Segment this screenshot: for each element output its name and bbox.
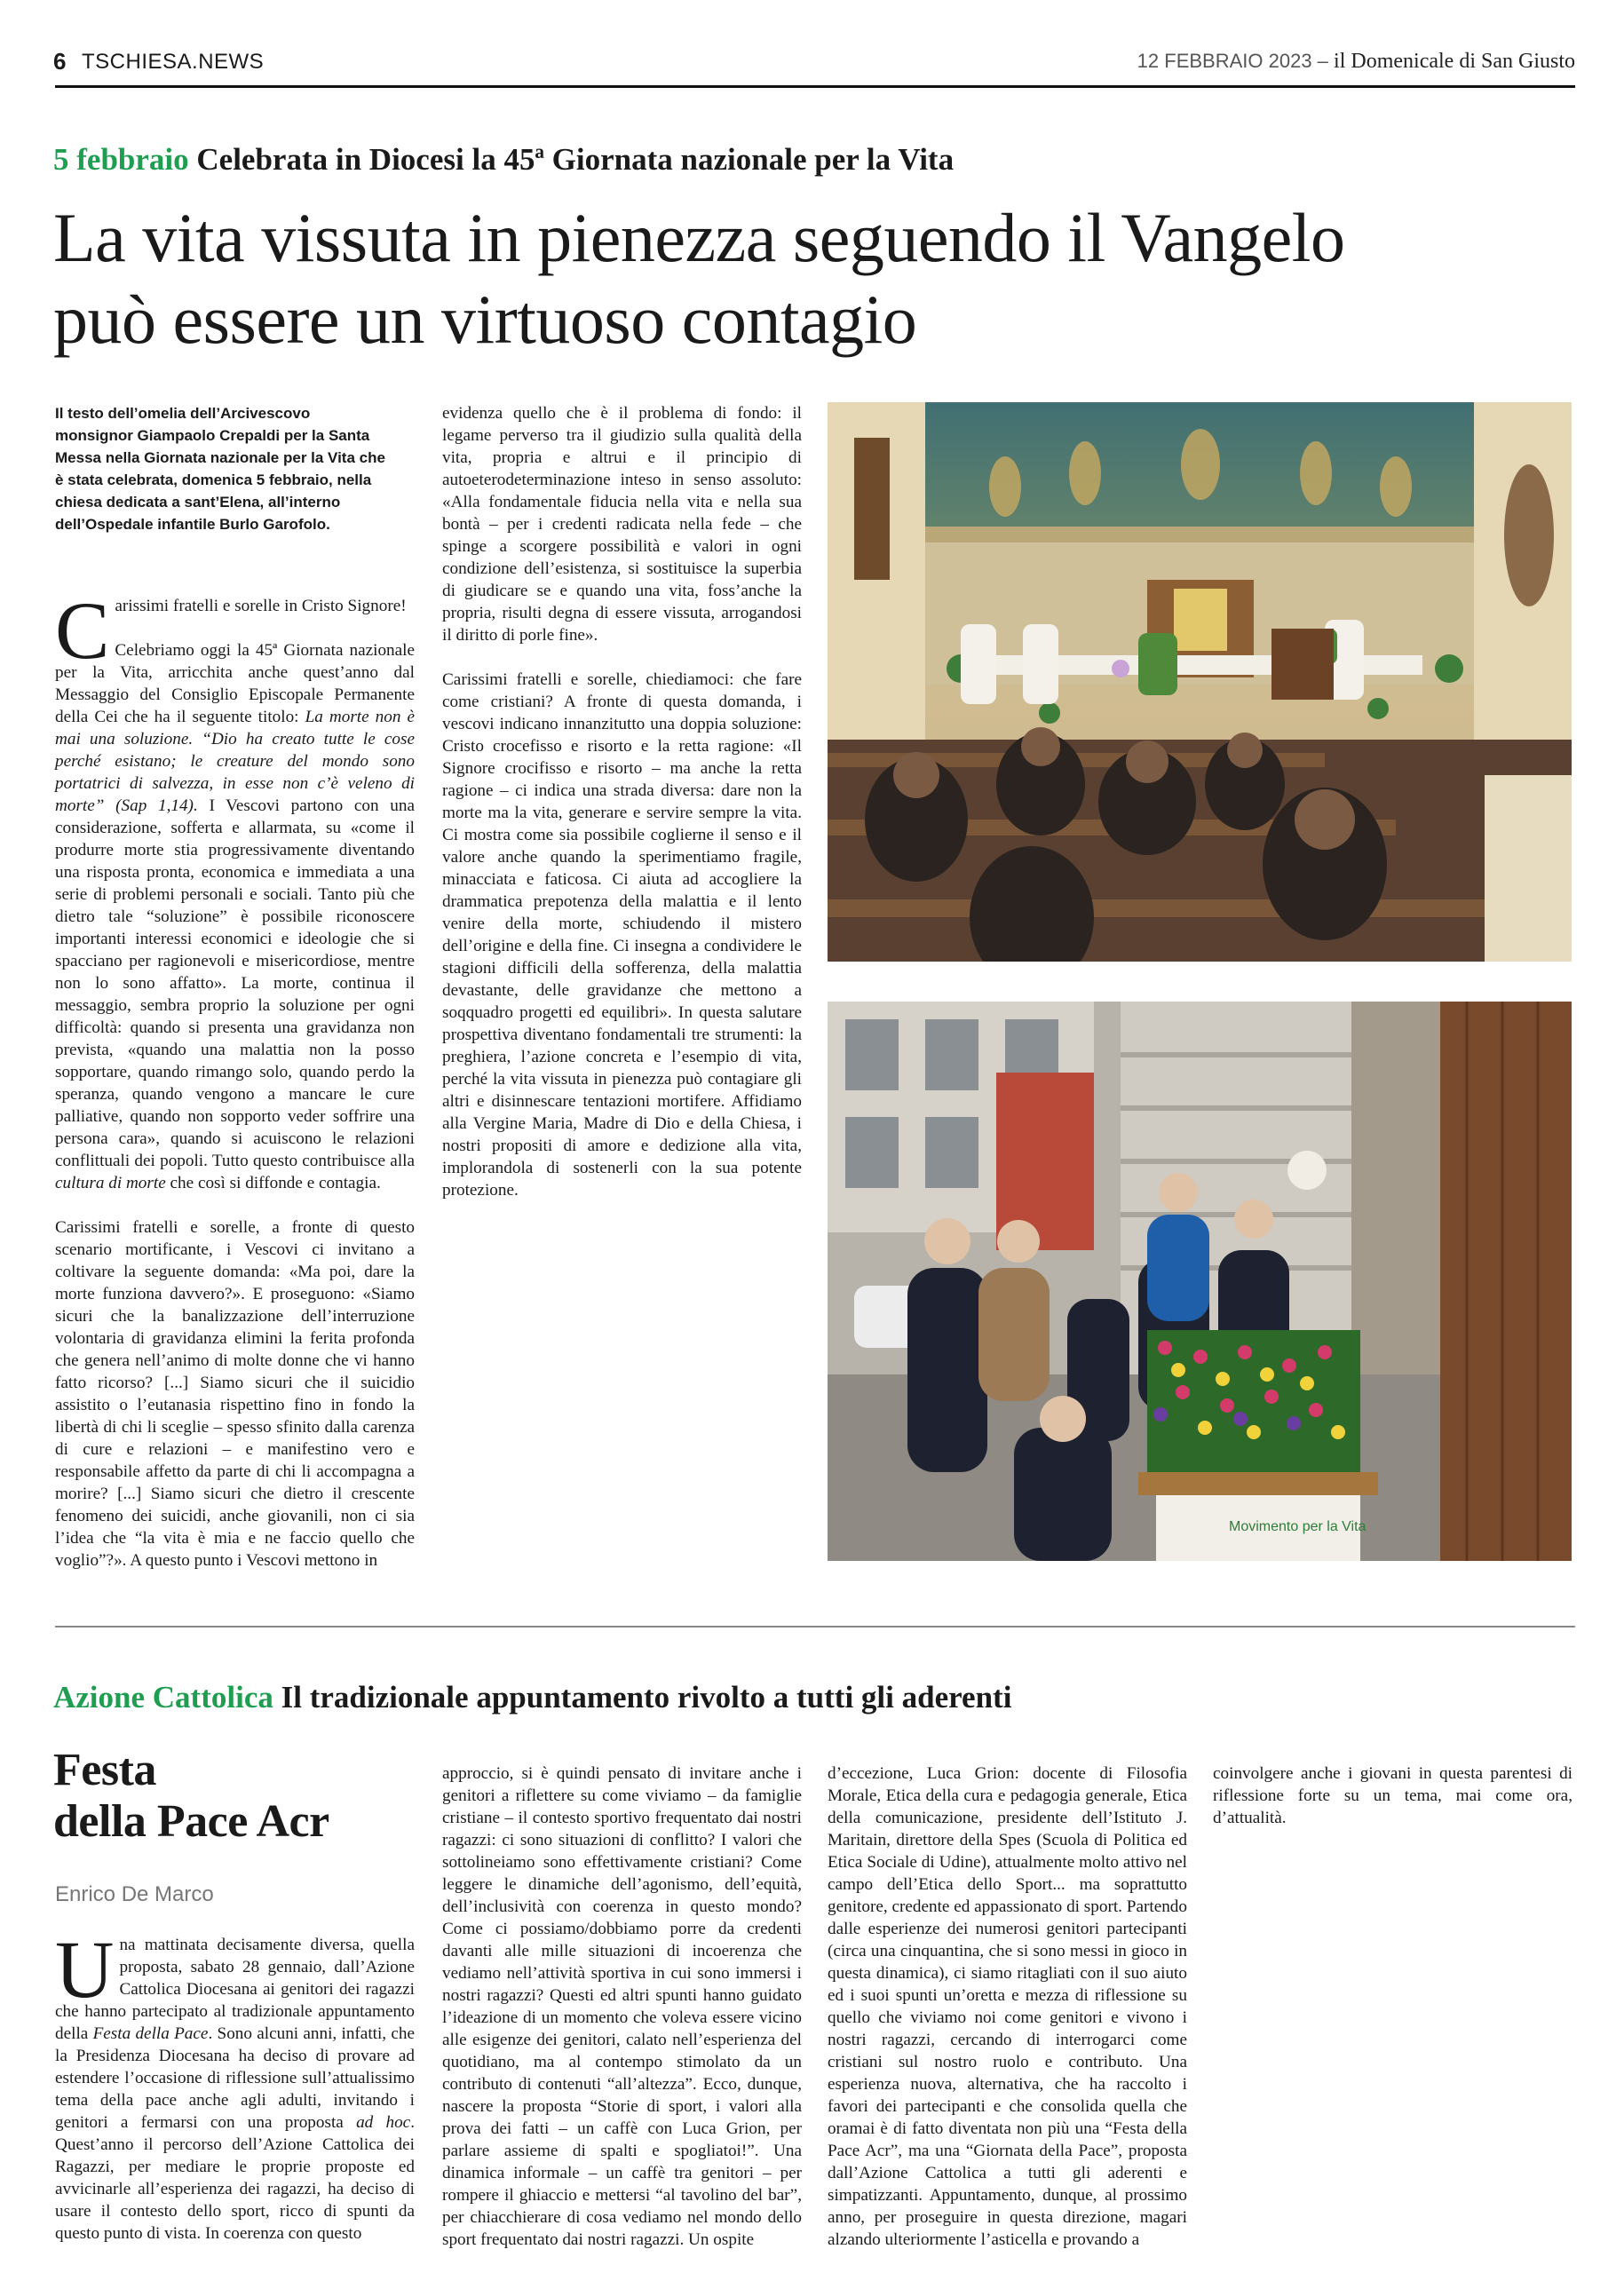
dropcap: U xyxy=(55,1924,115,2015)
article2-column-1 xyxy=(55,1924,416,2245)
paragraph-text: arissimi fratelli e sorelle in Cristo Signore! xyxy=(115,597,407,615)
article1-column-1 xyxy=(55,585,415,1572)
site-name[interactable]: TSCHIESA.NEWS xyxy=(82,50,265,74)
edition-line xyxy=(1137,50,1575,74)
paragraph-italic: ad hoc xyxy=(356,2113,411,2132)
kicker-section: Azione Cattolica xyxy=(53,1680,273,1715)
paragraph-text: I Vescovi partono con una considerazione, sofferta e allarmata, su «come il produrre morte stia progressivamente diventando una risposta pronta, economica e immediata a una serie di problemi personali e sociali. Tanto più che dietro tale “soluzione” è possibile riconoscere importanti interessi economici e ideologie che si spacciano per ragionevoli e misericordiose, mentre non lo sono affatto». La morte, continua il messaggio, sembra proprio la soluzione per ogni difficoltà: quando si presenta una gravidanza non prevista, «quando una malattia non la posso sopportare, quando rimango solo, quando perdo la speranza, quando vengono a mancare le cure palliative, quando non sopporto veder soffrire una persona cara», quando si acuiscono le relazioni conflittuali dei popoli. Tutto questo contribuisce alla xyxy=(55,796,415,1170)
article2-column-2 xyxy=(442,1762,802,2251)
headline-line-2: può essere un virtuoso contagio xyxy=(53,281,917,358)
photo-church-mass xyxy=(828,402,1572,962)
article1-column-2 xyxy=(442,402,802,1201)
edition-separator: – xyxy=(1311,50,1335,72)
paragraph-text: Celebriamo oggi la 45ª Giornata nazionale per la Vita, arricchita anche quest’anno dal Messaggio del Consiglio Episcopale Permanente della Cei che ha il seguente titolo: xyxy=(55,641,415,726)
paragraph-italic: Festa della Pace xyxy=(92,2024,209,2043)
article2-title xyxy=(53,1745,329,1848)
photo-primula-stand xyxy=(828,1002,1572,1561)
paragraph-text: . Quest’anno il percorso dell’Azione Cattolica dei Ragazzi, per mediare le proprie proposte ed avvicinarle all’esperienza dei ragazzi, ha deciso di usare il contesto dello sport, ricco di spunti da questo punto di vista. In coerenza con questo xyxy=(55,2113,415,2243)
paragraph xyxy=(55,585,415,676)
title-line-2: della Pace Acr xyxy=(53,1796,329,1847)
paragraph xyxy=(55,639,415,1194)
article2-author: Enrico De Marco xyxy=(55,1882,214,1906)
paragraph-italic: cultura di morte xyxy=(55,1174,166,1192)
kicker-text: Celebrata in Diocesi la 45ª Giornata nazionale per la Vita xyxy=(188,142,955,177)
paragraph-italic: La morte non è mai una soluzione. “Dio ha creato tutte le cose perché esistano; le creature del mondo sono portatrici di salvezza, in esse non c’è veleno di morte” (Sap 1,14). xyxy=(55,708,415,815)
kicker-date: 5 febbraio xyxy=(53,142,189,177)
banner-text: Movimento per la Vita xyxy=(1229,1519,1367,1534)
article2-column-3 xyxy=(828,1762,1187,2251)
dropcap: C xyxy=(55,585,110,676)
headline-line-1: La vita vissuta in pienezza seguendo il Vangelo xyxy=(53,199,1345,276)
kicker-text: Il tradizionale appuntamento rivolto a tutti gli aderenti xyxy=(273,1680,1012,1715)
church-illustration xyxy=(828,402,1572,962)
paragraph: approccio, si è quindi pensato di invitare anche i genitori a riflettere su come viviamo – da famiglie cristiane – il contesto sportivo frequentato dai nostri ragazzi: ci sono situazioni di conflitto? I valori che sottolineiamo sono effettivamente cristiani? Come leggere le dinamiche dell’agonismo, dell’equità, dell’inclusività con coerenza in questo mondo? Come ci possiamo/dobbiamo porre da credenti davanti alle mille situazioni di incoerenza che vediamo nell’attività sportiva in cui sono immersi i nostri ragazzi? Questi ed altri spunti hanno guidato l’ideazione di un momento che voleva essere vicino alle esigenze dei genitori, calato nell’esperienza del quotidiano, ma al contempo stimolato da un contributo di contenuti “all’altezza”. Ecco, dunque, nascere la proposta “Storie di sport, i valori alla prova dei fatti – un caffè con Luca Grion, per parlare assieme di spalti e spogliatoi!”. Una dinamica informale – un caffè tra genitori – per rompere il ghiaccio e mettersi “al tavolino del bar”, per chiacchierare di cosa vediamo nel mondo dello sport frequentato dai nostri ragazzi. Un ospite xyxy=(442,1764,802,2249)
paragraph: coinvolgere anche i giovani in questa parentesi di riflessione forte su un tema, mai come ora, d’attualità. xyxy=(1213,1764,1573,1827)
paragraph: Carissimi fratelli e sorelle, a fronte di questo scenario mortificante, i Vescovi ci invitano a coltivare la seguente domanda: «Ma poi, dare la morte funziona davvero?». E proseguono: «Siamo sicuri che la banalizzazione dell’interruzione volontaria di gravidanza elimini la ferita profonda che genera nell’animo di molte donne che vi hanno fatto ricorso? [...] Siamo sicuri che il suicidio assistito o l’eutanasia rispettino fino in fondo la libertà di chi li sceglie – spesso sfinito dalla carenza di cure e relazioni – e manifestino vero e responsabile affetto da parte di chi li accompagna a morire? [...] Siamo sicuri che dietro il crescente fenomeno dei suicidi, anche giovanili, non ci sia l’idea che “la vita è mia e ne faccio quello che voglio”?». A questo punto i Vescovi mettono in xyxy=(55,1218,415,1570)
paragraph: evidenza quello che è il problema di fondo: il legame perverso tra il giudizio sulla qualità della vita, propria e altrui e il principio di autoeterodeterminazione inteso in senso assoluto: «Alla fondamentale fiducia nella vita e nella sua bontà – per i credenti radicata nella fede – che spinge a scorgere possibilità e valori in ogni condizione dell’esistenza, si sostituisce la superbia di giudicare se e quando una vita, foss’anche la propria, risulti degna di essere vissuta, arrogandosi il diritto di porle fine». xyxy=(442,404,802,645)
article1-kicker xyxy=(53,142,954,178)
paragraph xyxy=(55,1924,416,2245)
paragraph-text: che così si diffonde e contagia. xyxy=(165,1174,381,1192)
paragraph-text: na mattinata decisamente diversa, quella proposta, sabato 28 gennaio, dall’Azione Cattolica Diocesana ai genitori dei ragazzi che hanno partecipato al tradizionale appuntamento della xyxy=(55,1936,415,2043)
paragraph: d’eccezione, Luca Grion: docente di Filosofia Morale, Etica della cura e pedagogia generale, Etica della comunicazione, presidente dell’Istituto J. Maritain, direttore della Spes (Scuola di Politica ed Etica Sociale di Udine), attualmente molto attivo nel campo dell’Etica dello Sport... ma soprattutto genitore, credente ed appassionato di sport. Partendo dalle esperienze dei numerosi genitori partecipanti (circa una cinquantina, che si sono messi in gioco in questa dinamica), ci siamo ritagliati con il suo aiuto ed i suoi spunti un’oretta e mezza di riflessione su quello che viviamo noi come genitori e vivono i nostri ragazzi, cercando di interrogarci come cristiani sul nostro ruolo e contributo. Una esperienza nuova, alternativa, che ha raccolto i favori dei partecipanti e che consolida quella che oramai è di fatto diventata non più una “Festa della Pace Acr”, ma una “Giornata della Pace”, proposta dall’Azione Cattolica a tutti gli aderenti e simpatizzanti. Appuntamento, dunque, al prossimo anno, per proseguire in questa direzione, magari alzando ulteriormente l’asticella e provando a xyxy=(828,1764,1187,2249)
header-rule xyxy=(55,85,1575,88)
article1-intro: Il testo dell’omelia dell’Arcivescovo monsignor Giampaolo Crepaldi per la Santa Messa nella Giornata nazionale per la Vita che è stata celebrata, domenica 5 febbraio, nella chiesa dedicata a sant’Elena, all’interno dell’Ospedale infantile Burlo Garofolo. xyxy=(55,405,385,533)
article2-column-4 xyxy=(1213,1762,1573,1829)
page-number: 6 xyxy=(53,48,67,75)
article2-kicker xyxy=(53,1680,1011,1715)
title-line-1: Festa xyxy=(53,1745,156,1795)
publication-name: il Domenicale di San Giusto xyxy=(1334,50,1575,73)
paragraph: Carissimi fratelli e sorelle, chiediamoci: che fare come cristiani? A fronte di questa domanda, i vescovi indicano innanzitutto una doppia soluzione: Cristo crocefisso e risorto e la retta ragione: «Il Signore crocifisso e risorto – ma anche la retta ragione – ci indica una strada diversa: dare non la morte ma la vita, generare e servire sempre la vita. Ci mostra come sia possibile coglierne il senso e il valore anche quando la sperimentiamo fragile, minacciata e faticosa. Ci aiuta ad accogliere la drammatica prepotenza della malattia e il lento venire della morte, schiudendo il mistero dell’origine e della fine. Ci insegna a condividere le stagioni difficili della sofferenza, della malattia devastante, delle gravidanze che mettono a soqquadro progetti ed equilibri». In questa salutare prospettiva diventano fondamentali tre strumenti: la preghiera, l’azione concreta e l’esempio di vita, perché la vita vissuta in pienezza può contagiare gli altri e disinnescare tentazioni mortifere. Affidiamo alla Vergine Maria, Madre di Dio e della Chiesa, i nostri propositi di amore e dedizione alla vita, implorandola di sostenerli con la sua potente protezione. xyxy=(442,670,802,1200)
street-illustration xyxy=(828,1002,1572,1561)
article1-headline xyxy=(53,197,1580,360)
paragraph-text: . Sono alcuni anni, infatti, che la Presidenza Diocesana ha deciso di provare ad estendere l’occasione di riflessione sull’attualissimo tema della pace anche agli adulti, invitando i genitori a fermarsi con una proposta xyxy=(55,2024,416,2132)
section-rule xyxy=(55,1626,1575,1628)
edition-date: 12 FEBBRAIO 2023 xyxy=(1137,50,1312,72)
